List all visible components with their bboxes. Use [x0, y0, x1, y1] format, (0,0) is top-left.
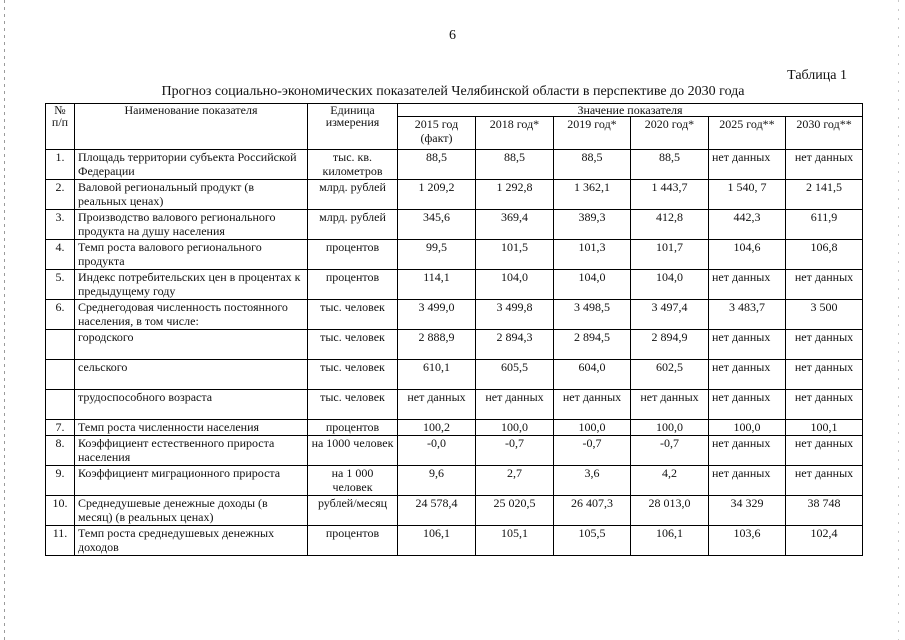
unit-cell: рублей/месяц: [308, 496, 398, 526]
table-row: [46, 526, 863, 556]
unit-cell: процентов: [308, 526, 398, 556]
table-row: [46, 330, 863, 360]
value-cell: 34 329: [709, 496, 786, 526]
unit-cell: тыс. человек: [308, 390, 398, 420]
unit-cell: на 1 000 человек: [308, 466, 398, 496]
indicator-name: Коэффициент миграционного прироста: [75, 466, 308, 496]
header-year: 2018 год*: [476, 117, 554, 150]
value-cell: 2 894,3: [476, 330, 554, 360]
scan-edge-left: [4, 0, 5, 640]
table-row: [46, 420, 863, 436]
unit-cell: млрд. рублей: [308, 210, 398, 240]
value-cell: 100,0: [631, 420, 709, 436]
value-cell: 442,3: [709, 210, 786, 240]
value-cell: нет данных: [476, 390, 554, 420]
indicator-name: Среднегодовая численность постоянного населения, в том числе:: [75, 300, 308, 330]
value-cell: 345,6: [398, 210, 476, 240]
unit-cell: процентов: [308, 240, 398, 270]
row-number: [46, 330, 75, 360]
value-cell: 2,7: [476, 466, 554, 496]
value-cell: нет данных: [709, 270, 786, 300]
value-cell: 88,5: [631, 150, 709, 180]
table-row: [46, 360, 863, 390]
header-year: 2020 год*: [631, 117, 709, 150]
value-cell: 3 498,5: [554, 300, 631, 330]
value-cell: 104,0: [476, 270, 554, 300]
table-row: [46, 466, 863, 496]
value-cell: -0,7: [476, 436, 554, 466]
value-cell: 106,1: [631, 526, 709, 556]
row-number: 6.: [46, 300, 75, 330]
value-cell: 2 888,9: [398, 330, 476, 360]
header-year: 2019 год*: [554, 117, 631, 150]
header-num: № п/п: [46, 104, 75, 150]
value-cell: нет данных: [709, 466, 786, 496]
value-cell: 604,0: [554, 360, 631, 390]
value-cell: 88,5: [554, 150, 631, 180]
unit-cell: процентов: [308, 420, 398, 436]
value-cell: нет данных: [709, 330, 786, 360]
unit-cell: млрд. рублей: [308, 180, 398, 210]
value-cell: 602,5: [631, 360, 709, 390]
value-cell: 104,6: [709, 240, 786, 270]
table-row: [46, 150, 863, 180]
indicator-name: Среднедушевые денежные доходы (в месяц) (в реальных ценах): [75, 496, 308, 526]
value-cell: 25 020,5: [476, 496, 554, 526]
value-cell: 3 500: [786, 300, 863, 330]
value-cell: 2 141,5: [786, 180, 863, 210]
value-cell: нет данных: [786, 360, 863, 390]
unit-cell: тыс. кв. километров: [308, 150, 398, 180]
value-cell: 88,5: [476, 150, 554, 180]
value-cell: 88,5: [398, 150, 476, 180]
value-cell: 101,7: [631, 240, 709, 270]
indicator-name: Темп роста численности населения: [75, 420, 308, 436]
unit-cell: тыс. человек: [308, 300, 398, 330]
row-number: 10.: [46, 496, 75, 526]
table-label: Таблица 1: [787, 68, 847, 83]
indicator-name: Коэффициент естественного прироста населения: [75, 436, 308, 466]
indicator-name: Производство валового регионального продукта на душу населения: [75, 210, 308, 240]
indicator-name: Темп роста среднедушевых денежных доходов: [75, 526, 308, 556]
scan-edge-right: [898, 0, 899, 640]
value-cell: нет данных: [786, 390, 863, 420]
value-cell: нет данных: [786, 150, 863, 180]
table-row: [46, 180, 863, 210]
value-cell: 26 407,3: [554, 496, 631, 526]
value-cell: 106,8: [786, 240, 863, 270]
value-cell: 1 362,1: [554, 180, 631, 210]
page-number: 6: [449, 28, 456, 43]
unit-cell: тыс. человек: [308, 330, 398, 360]
header-year: 2030 год**: [786, 117, 863, 150]
value-cell: 605,5: [476, 360, 554, 390]
indicator-name: городского: [75, 330, 308, 360]
table-row: [46, 210, 863, 240]
value-cell: -0,7: [554, 436, 631, 466]
value-cell: 101,5: [476, 240, 554, 270]
value-cell: 2 894,5: [554, 330, 631, 360]
table-row: [46, 270, 863, 300]
value-cell: 3,6: [554, 466, 631, 496]
table-row: [46, 496, 863, 526]
header-year: 2015 год (факт): [398, 117, 476, 150]
value-cell: 611,9: [786, 210, 863, 240]
table-row: [46, 436, 863, 466]
value-cell: 1 292,8: [476, 180, 554, 210]
value-cell: 99,5: [398, 240, 476, 270]
value-cell: нет данных: [554, 390, 631, 420]
value-cell: 104,0: [631, 270, 709, 300]
value-cell: 1 209,2: [398, 180, 476, 210]
row-number: [46, 360, 75, 390]
value-cell: 1 443,7: [631, 180, 709, 210]
value-cell: 3 499,8: [476, 300, 554, 330]
indicators-table: [45, 103, 863, 556]
value-cell: 100,2: [398, 420, 476, 436]
value-cell: 9,6: [398, 466, 476, 496]
value-cell: нет данных: [786, 436, 863, 466]
value-cell: 114,1: [398, 270, 476, 300]
unit-cell: на 1000 человек: [308, 436, 398, 466]
value-cell: 100,0: [709, 420, 786, 436]
value-cell: 610,1: [398, 360, 476, 390]
value-cell: 24 578,4: [398, 496, 476, 526]
value-cell: 101,3: [554, 240, 631, 270]
indicator-name: Темп роста валового регионального продукта: [75, 240, 308, 270]
table-row: [46, 390, 863, 420]
row-number: 8.: [46, 436, 75, 466]
header-value-group: Значение показателя: [398, 104, 863, 117]
value-cell: 3 483,7: [709, 300, 786, 330]
value-cell: нет данных: [709, 436, 786, 466]
row-number: 2.: [46, 180, 75, 210]
value-cell: 412,8: [631, 210, 709, 240]
value-cell: нет данных: [398, 390, 476, 420]
row-number: 5.: [46, 270, 75, 300]
unit-cell: процентов: [308, 270, 398, 300]
indicator-name: Валовой региональный продукт (в реальных ценах): [75, 180, 308, 210]
header-name: Наименование показателя: [75, 104, 308, 150]
unit-cell: тыс. человек: [308, 360, 398, 390]
value-cell: 102,4: [786, 526, 863, 556]
value-cell: нет данных: [631, 390, 709, 420]
row-number: 1.: [46, 150, 75, 180]
value-cell: нет данных: [786, 466, 863, 496]
row-number: 11.: [46, 526, 75, 556]
value-cell: 100,0: [554, 420, 631, 436]
table-title: Прогноз социально-экономических показателей Челябинской области в перспективе до 2030 года: [161, 84, 745, 99]
value-cell: 1 540, 7: [709, 180, 786, 210]
value-cell: нет данных: [709, 390, 786, 420]
value-cell: 369,4: [476, 210, 554, 240]
value-cell: нет данных: [786, 270, 863, 300]
row-number: 4.: [46, 240, 75, 270]
value-cell: 4,2: [631, 466, 709, 496]
value-cell: 105,1: [476, 526, 554, 556]
value-cell: 103,6: [709, 526, 786, 556]
header-unit: Единица измерения: [308, 104, 398, 150]
value-cell: 2 894,9: [631, 330, 709, 360]
value-cell: -0,0: [398, 436, 476, 466]
value-cell: 100,1: [786, 420, 863, 436]
value-cell: 3 499,0: [398, 300, 476, 330]
row-number: 3.: [46, 210, 75, 240]
value-cell: 3 497,4: [631, 300, 709, 330]
table-body: [46, 150, 863, 556]
indicator-name: Площадь территории субъекта Российской Федерации: [75, 150, 308, 180]
value-cell: 28 013,0: [631, 496, 709, 526]
value-cell: 38 748: [786, 496, 863, 526]
value-cell: 389,3: [554, 210, 631, 240]
value-cell: нет данных: [709, 360, 786, 390]
table-row: [46, 240, 863, 270]
value-cell: 100,0: [476, 420, 554, 436]
indicator-name: трудоспособного возраста: [75, 390, 308, 420]
header-year: 2025 год**: [709, 117, 786, 150]
value-cell: 106,1: [398, 526, 476, 556]
indicator-name: сельского: [75, 360, 308, 390]
value-cell: 105,5: [554, 526, 631, 556]
value-cell: -0,7: [631, 436, 709, 466]
row-number: 7.: [46, 420, 75, 436]
indicator-name: Индекс потребительских цен в процентах к предыдущему году: [75, 270, 308, 300]
value-cell: 104,0: [554, 270, 631, 300]
row-number: 9.: [46, 466, 75, 496]
row-number: [46, 390, 75, 420]
value-cell: нет данных: [786, 330, 863, 360]
value-cell: нет данных: [709, 150, 786, 180]
table-row: [46, 300, 863, 330]
